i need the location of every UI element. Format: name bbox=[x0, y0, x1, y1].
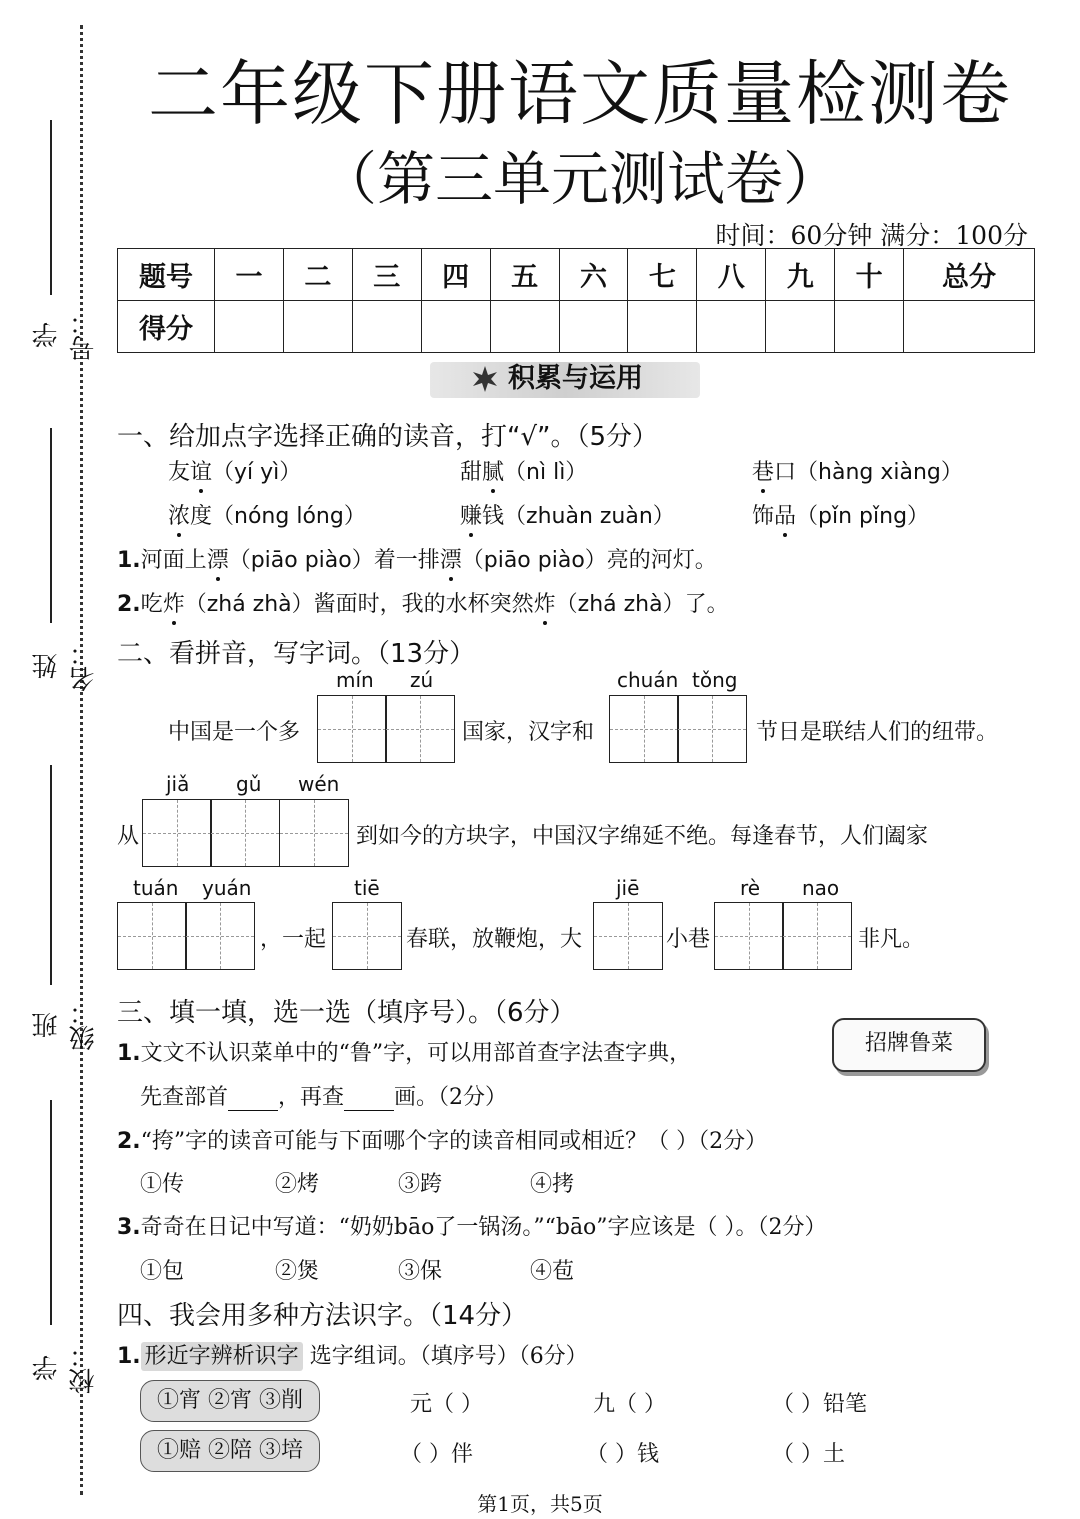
q1-sentence-2: 2.吃炸（zhá zhà）酱面时，我的水杯突然炸（zhá zhà）了。 bbox=[117, 592, 729, 617]
writing-grid[interactable] bbox=[318, 695, 455, 763]
score-table-header-row bbox=[118, 249, 1035, 301]
pinyin-label: jiǎ bbox=[166, 772, 190, 796]
score-header-cell: 八 bbox=[697, 249, 766, 301]
score-header-cell: 五 bbox=[490, 249, 559, 301]
pinyin-label: yuán bbox=[202, 876, 252, 900]
q1-item-options[interactable]: （nóng lóng） bbox=[212, 504, 366, 529]
q3-item-1: 1.文文不认识菜单中的“鲁”字，可以用部首查字法查字典， bbox=[117, 1041, 692, 1066]
writing-grid[interactable] bbox=[118, 902, 255, 970]
q4-answer-blank[interactable]: 元（ ） bbox=[410, 1392, 483, 1417]
q4-item-1: 1. 形近字辨析识字 选字组词。（填序号）（6分） bbox=[117, 1344, 588, 1369]
name-label: 姓名： bbox=[32, 640, 99, 692]
page-subtitle: （第三单元测试卷） bbox=[318, 145, 841, 213]
score-cell[interactable] bbox=[904, 301, 1035, 353]
score-header-cell: 总分 bbox=[904, 249, 1035, 301]
q2-text: 小巷 bbox=[666, 927, 711, 952]
q1-sentence-1: 1.河面上漂（piāo piào）着一排漂（piāo piào）亮的河灯。 bbox=[117, 548, 717, 573]
score-cell[interactable] bbox=[559, 301, 628, 353]
score-cell[interactable] bbox=[215, 301, 284, 353]
score-cell[interactable] bbox=[352, 301, 421, 353]
pinyin-label: wén bbox=[298, 772, 340, 796]
q2-text: 中国是一个多 bbox=[168, 720, 301, 745]
q3-item-2-option: ③跨 bbox=[398, 1172, 443, 1197]
q3-item-2: 2.“挎”字的读音可能与下面哪个字的读音相同或相近？（ ）（2分） bbox=[117, 1129, 768, 1154]
q1-item-dotted-char: 品 bbox=[774, 504, 797, 529]
score-header-cell: 一 bbox=[215, 249, 284, 301]
q1-item-dotted-char: 腻 bbox=[482, 460, 505, 485]
score-cell[interactable] bbox=[766, 301, 835, 353]
pinyin-label: gǔ bbox=[236, 772, 262, 796]
q1-item-dotted-char: 巷 bbox=[752, 460, 775, 485]
score-header-cell: 七 bbox=[628, 249, 697, 301]
q1-item-options[interactable]: （hàng xiàng） bbox=[796, 460, 963, 485]
binding-dashed-line bbox=[80, 25, 83, 1495]
q1-item-options[interactable]: （pǐn pǐng） bbox=[796, 504, 930, 529]
writing-grid[interactable] bbox=[715, 902, 852, 970]
q2-heading: 二、看拼音，写字词。（13分） bbox=[117, 639, 476, 669]
pinyin-label: tǒng bbox=[692, 668, 738, 692]
answer-blank[interactable] bbox=[228, 1085, 278, 1111]
class-blank[interactable] bbox=[50, 765, 52, 985]
q3-heading: 三、填一填，选一选（填序号）。（6分） bbox=[117, 998, 576, 1028]
student-id-label: 学号： bbox=[32, 309, 99, 361]
writing-grid[interactable] bbox=[610, 695, 747, 763]
score-cell[interactable] bbox=[628, 301, 697, 353]
menu-sign: 招牌鲁菜 bbox=[832, 1018, 986, 1072]
q1-item: 赚钱（zhuàn zuàn） bbox=[460, 504, 675, 529]
char-options-pill: ①宵 ②宵 ③削 bbox=[140, 1380, 320, 1422]
score-cell[interactable] bbox=[490, 301, 559, 353]
q3-item-2-option: ①传 bbox=[140, 1172, 185, 1197]
score-header-cell: 十 bbox=[835, 249, 904, 301]
q2-text: 从 bbox=[117, 824, 140, 849]
q3-item-2-option: ④拷 bbox=[530, 1172, 575, 1197]
q1-item: 饰品（pǐn pǐng） bbox=[752, 504, 930, 529]
page-title: 二年级下册语文质量检测卷 bbox=[148, 53, 1012, 135]
q1-item-options[interactable]: （yí yì） bbox=[212, 460, 302, 485]
school-blank[interactable] bbox=[50, 1100, 52, 1325]
pinyin-label: jiē bbox=[616, 876, 640, 900]
star-burst-icon bbox=[470, 364, 500, 394]
q3-item-3-option: ④苞 bbox=[530, 1259, 575, 1284]
q3-item-1-blanks: 先查部首 ，再查 画。（2分） bbox=[140, 1085, 508, 1110]
q4-answer-blank[interactable]: （ ）铅笔 bbox=[772, 1392, 867, 1417]
score-cell[interactable] bbox=[421, 301, 490, 353]
q3-item-3: 3.奇奇在日记中写道：“奶奶bāo了一锅汤。”“bāo”字应该是（ ）。（2分） bbox=[117, 1215, 827, 1240]
score-header-cell: 二 bbox=[283, 249, 352, 301]
score-row-label: 得分 bbox=[118, 301, 215, 353]
score-header-cell: 六 bbox=[559, 249, 628, 301]
score-table bbox=[117, 248, 1035, 353]
q1-item: 巷口（hàng xiàng） bbox=[752, 460, 963, 485]
q2-text: ，一起 bbox=[260, 927, 327, 952]
score-cell[interactable] bbox=[283, 301, 352, 353]
pinyin-label: nao bbox=[802, 876, 840, 900]
q1-heading: 一、给加点字选择正确的读音，打“√”。（5分） bbox=[117, 422, 659, 452]
time-info: 时间：60分钟 满分：100分 bbox=[715, 221, 1028, 250]
pinyin-label: tuán bbox=[133, 876, 179, 900]
q3-item-3-option: ②煲 bbox=[275, 1259, 320, 1284]
q2-text: 春联，放鞭炮，大 bbox=[406, 927, 583, 952]
q2-text: 国家，汉字和 bbox=[462, 720, 595, 745]
q1-item: 浓度（nóng lóng） bbox=[168, 504, 366, 529]
q4-answer-blank[interactable]: （ ）土 bbox=[772, 1442, 845, 1467]
q1-item: 甜腻（nì lì） bbox=[460, 460, 588, 485]
q4-heading: 四、我会用多种方法识字。（14分） bbox=[117, 1301, 528, 1331]
q2-text: 非凡。 bbox=[858, 927, 925, 952]
q4-answer-blank[interactable]: （ ）钱 bbox=[586, 1442, 659, 1467]
q1-item bbox=[168, 455, 301, 486]
q1-item-options[interactable]: （zhuàn zuàn） bbox=[504, 504, 675, 529]
writing-grid[interactable] bbox=[594, 902, 663, 970]
writing-grid[interactable] bbox=[143, 799, 349, 867]
writing-grid[interactable] bbox=[333, 902, 402, 970]
page-footer: 第1页，共5页 bbox=[477, 1492, 603, 1516]
q3-item-2-option: ②烤 bbox=[275, 1172, 320, 1197]
q1-item-char: 友 bbox=[168, 460, 191, 485]
q3-item-3-option: ③保 bbox=[398, 1259, 443, 1284]
score-cell[interactable] bbox=[835, 301, 904, 353]
q3-item-3-option: ①包 bbox=[140, 1259, 185, 1284]
method-tag: 形近字辨析识字 bbox=[141, 1342, 303, 1371]
q2-text: 节日是联结人们的纽带。 bbox=[756, 720, 999, 745]
q4-answer-blank[interactable]: （ ）伴 bbox=[400, 1442, 473, 1467]
q1-item-dotted-char: 浓 bbox=[168, 504, 191, 529]
pinyin-label: zú bbox=[410, 668, 434, 692]
score-cell[interactable] bbox=[697, 301, 766, 353]
name-blank[interactable] bbox=[50, 428, 52, 623]
q1-item-dotted-char: 谊 bbox=[190, 460, 213, 485]
score-table-score-row bbox=[118, 301, 1035, 353]
section-banner-title: 积累与运用 bbox=[508, 363, 643, 394]
score-header-cell: 三 bbox=[352, 249, 421, 301]
pinyin-label: tiē bbox=[354, 876, 380, 900]
score-header-cell: 题号 bbox=[118, 249, 215, 301]
q1-item-dotted-char: 赚 bbox=[460, 504, 483, 529]
q4-answer-blank[interactable]: 九（ ） bbox=[593, 1392, 666, 1417]
pinyin-label: mín bbox=[336, 668, 374, 692]
q1-item-options[interactable]: （nì lì） bbox=[504, 460, 588, 485]
score-header-cell: 九 bbox=[766, 249, 835, 301]
q2-text: 到如今的方块字，中国汉字绵延不绝。每逢春节，人们阖家 bbox=[356, 824, 929, 849]
answer-blank[interactable] bbox=[344, 1085, 394, 1111]
class-label: 班级： bbox=[32, 999, 99, 1051]
pinyin-label: rè bbox=[740, 876, 761, 900]
char-options-pill: ①赔 ②陪 ③培 bbox=[140, 1430, 320, 1472]
score-header-cell: 四 bbox=[421, 249, 490, 301]
pinyin-label: chuán bbox=[617, 668, 679, 692]
school-label: 学校： bbox=[32, 1342, 99, 1394]
